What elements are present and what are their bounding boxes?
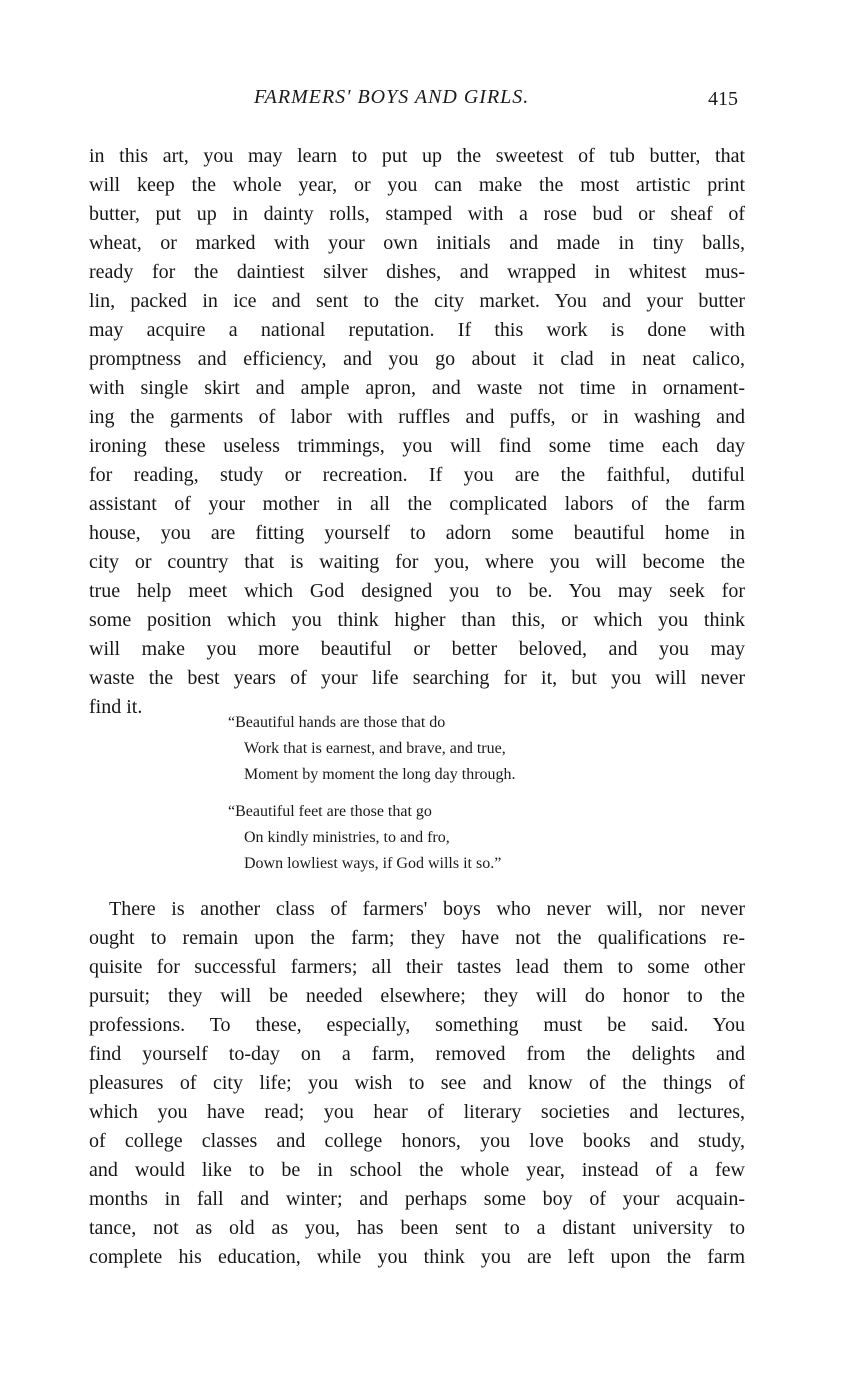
text-line: will make you more beautiful or better beloved, and you may [89,638,745,660]
text-line: lin, packed in ice and sent to the city market. You and your butter [89,290,745,312]
poem-stanza-1 [228,710,516,788]
text-line: assistant of your mother in all the complicated labors of the farm [89,493,745,515]
text-line: tance, not as old as you, has been sent to a distant university to [89,1217,745,1239]
poem-line: On kindly ministries, to and fro, [244,829,450,846]
text-line: pleasures of city life; you wish to see and know of the things of [89,1072,745,1094]
paragraph-2 [89,895,745,1272]
text-line: house, you are fitting yourself to adorn some beautiful home in [89,522,745,544]
text-line: complete his education, while you think you are left upon the farm [89,1246,745,1268]
poem-line: “Beautiful hands are those that do [228,714,446,731]
text-line: butter, put up in dainty rolls, stamped with a rose bud or sheaf of [89,203,745,225]
text-line: for reading, study or recreation. If you are the faithful, dutiful [89,464,745,486]
text-line: find it. [89,696,143,718]
text-line: in this art, you may learn to put up the sweetest of tub butter, that [89,145,745,167]
poem-line: Work that is earnest, and brave, and true, [244,740,506,757]
text-line: There is another class of farmers' boys who never will, nor never [109,898,745,920]
text-line: wheat, or marked with your own initials and made in tiny balls, [89,232,745,254]
text-line: ing the garments of labor with ruffles and puffs, or in washing and [89,406,745,428]
text-line: ready for the daintiest silver dishes, and wrapped in whitest mus- [89,261,745,283]
text-line: of college classes and college honors, you love books and study, [89,1130,745,1152]
text-line: and would like to be in school the whole year, instead of a few [89,1159,745,1181]
poem-line: Down lowliest ways, if God wills it so.” [244,855,502,872]
running-title: FARMERS' BOYS AND GIRLS. [254,86,530,108]
poem-line: Moment by moment the long day through. [244,766,516,783]
text-line: ironing these useless trimmings, you will find some time each day [89,435,745,457]
text-line: may acquire a national reputation. If this work is done with [89,319,745,341]
poem-line: “Beautiful feet are those that go [228,803,432,820]
text-line: promptness and efficiency, and you go about it clad in neat calico, [89,348,745,370]
text-line: ought to remain upon the farm; they have not the qualifications re- [89,927,745,949]
paragraph-1 [89,142,745,722]
text-line: with single skirt and ample apron, and waste not time in ornament- [89,377,745,399]
text-line: city or country that is waiting for you, where you will become the [89,551,745,573]
text-line: pursuit; they will be needed elsewhere; they will do honor to the [89,985,745,1007]
text-line: professions. To these, especially, something must be said. You [89,1014,745,1036]
text-line: waste the best years of your life searching for it, but you will never [89,667,745,689]
text-line: true help meet which God designed you to be. You may seek for [89,580,745,602]
text-line: some position which you think higher than this, or which you think [89,609,745,631]
text-line: find yourself to-day on a farm, removed from the delights and [89,1043,745,1065]
page-number: 415 [708,88,738,110]
text-line: quisite for successful farmers; all their tastes lead them to some other [89,956,745,978]
text-line: will keep the whole year, or you can make the most artistic print [89,174,745,196]
text-line: which you have read; you hear of literary societies and lectures, [89,1101,745,1123]
poem-stanza-2 [228,799,501,877]
text-line: months in fall and winter; and perhaps some boy of your acquain- [89,1188,745,1210]
